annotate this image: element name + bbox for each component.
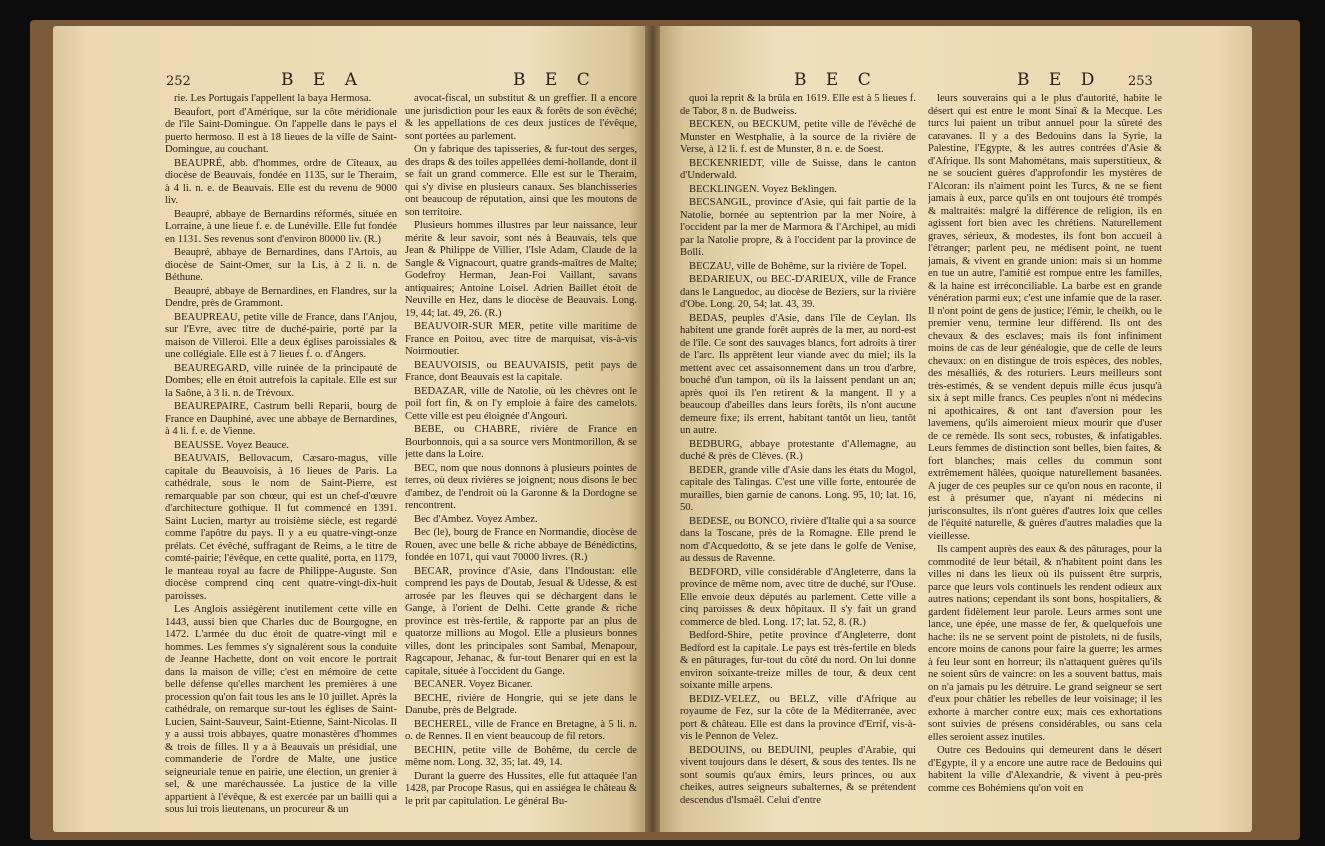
entry-paragraph: quoi la reprit & la brûla en 1619. Elle est à 5 lieues f. de Tabor, 8 n. de Budweiss. xyxy=(680,93,916,117)
entry-paragraph: BEAUPREAU, petite ville de France, dans l'Anjou, sur l'Evre, avec titre de duché-pairie, porté par la maison de Villeroi. Elle a deux églises paroissiales & une collégiale. Elle est à 7 lieues f. o. d'Angers. xyxy=(165,311,397,360)
entry-paragraph: Les Anglois assiégèrent inutilement cette ville en 1443, aussi bien que Charles duc de Bourgogne, en 1472. L'armée du duc étoit de quatre-vingt mil e hommes. Les femmes s'y signalèrent sous la conduite de Jeanne Hachette, dont on voit encore le portrait dans la maison de ville; c'est en mémoire de cette belle défense qu'elles marchent les premières à une procession qu'on fait tous les ans le 10 juillet. Après la cathédrale, on remarque sur-tout les églises de Saint-Lucien, Saint-Sauveur, Saint-Etienne, Saint-Nicolas. Il y a aussi trois abbayes, quatre monastères d'hommes & trois de filles. Il y a à Beauvais un présidial, une commanderie de l'ordre de Malte, une justice seigneuriale tenue en pairie, une élection, un grenier à sel, & une maréchaussée. La justice de la ville appartient à l'évêque, & est exercée par un bailli qui a sous lui trois lieutenans, un procureur & un xyxy=(165,604,397,814)
entry-paragraph: BEAUSSE. Voyez Beauce. xyxy=(174,439,289,451)
entry-paragraph: BEAUREPAIRE, Castrum belli Reparii, bourg de France en Dauphiné, avec une abbaye de Bernardines, à 4 li. f. e. de Vienne. xyxy=(165,401,397,437)
entry-paragraph: BEDIZ-VELEZ, ou BELZ, ville d'Afrique au royaume de Fez, sur la côte de la Méditerranée, avec port & château. Elle est dans la province d'Errif, vis-à-vis le Pennon de Velez. xyxy=(680,693,916,742)
left-running-head xyxy=(53,70,645,92)
right-header-guide-1: B E C xyxy=(794,70,878,90)
entry-paragraph: BECAR, province d'Asie, dans l'Indoustan: elle comprend les pays de Doutab, Jesual & Udesse, & est arrosée par les fleuves qui se déchargent dans le Gange, à l'orient de Delhi. Cette grande & riche province est très-fertile, & rapporte par an plus de quatorze millions au Mogol. Elle a plusieurs bonnes villes, dont les principales sont Sambal, Menapour, Ragcapour, Jehanac, & fur-tout Benarer qui en est la capitale, située à l'occident du Gange. xyxy=(405,565,637,677)
entry-paragraph: Plusieurs hommes illustres par leur naissance, leur mérite & leur savoir, sont nés à Beauvais, tels que Jean & Philippe de Villier, l'Isle Adam, Claude de la Sangle & Vignacourt, quatre grands-maîtres de Malte; Godefroy Herman, Jean-Foi Vaillant, savans antiquaires; Antoine Loisel. Adrien Baillet étoit de Neuville en Hez, dans le diocèse de Beauvais. Long. 19, 44; lat. 49, 26. (R.) xyxy=(405,220,637,319)
entry-paragraph: BEDOUINS, ou BEDUINI, peuples d'Arabie, qui vivent toujours dans le désert, & sous des tentes. Ils ne sont soumis qu'aux émirs, leurs princes, ou aux cheikes, autres seigneurs subalternes, & se prétendent descendus d'Ismaël. Celui d'entre xyxy=(680,744,916,806)
entry-paragraph: BEAUVOISIS, ou BEAUVAISIS, petit pays de France, dont Beauvais est la capitale. xyxy=(405,359,637,383)
entry-paragraph: Bec d'Ambez. Voyez Ambez. xyxy=(414,513,538,525)
entry-paragraph: BEDBURG, abbaye protestante d'Allemagne, au duché & près de Clèves. (R.) xyxy=(680,438,916,462)
page-number-right: 253 xyxy=(1128,74,1153,89)
entry-paragraph: Beaupré, abbaye de Bernardins réformés, située en Lorraine, à une lieue f. e. de Lunéville. Elle fut fondée en 1131. Ses revenus sont d'environ 80000 liv. (R.) xyxy=(165,208,397,245)
right-page-column-2 xyxy=(928,93,1162,814)
entry-paragraph: BEDAS, peuples d'Asie, dans l'île de Ceylan. Ils habitent une grande forêt auprès de la mer, au nord-est de l'île. Ce sont des sauvages blancs, fort adroits à tirer de l'arc. Ils apprêtent leur viande avec du miel; ils la mettent avec cet assaisonnement dans un trou d'arbre, bouché d'un tampon, où ils la laissent pendant un an; après quoi ils l'en retirent & la mangent. Il y a beaucoup d'abeilles dans leurs forêts, ils n'ont aucune demeure fixe; ils errent, habitant tantôt un lieu, tantôt un autre. xyxy=(680,312,916,436)
left-page-column-1 xyxy=(165,93,397,814)
entry-paragraph: BEAUVOIR-SUR MER, petite ville maritime de France en Poitou, avec titre de marquisat, vis-à-vis Noirmoutier. xyxy=(405,321,637,357)
entry-paragraph: BECSANGIL, province d'Asie, qui fait partie de la Natolie, bornée au septentrion par la mer Noire, à l'occident par la mer de Marmora & l'Archipel, au midi par la Natolie propre, & à l'occident par la province de Bolli. xyxy=(680,197,916,258)
entry-paragraph: BECKLINGEN. Voyez Beklingen. xyxy=(689,183,837,195)
right-page xyxy=(660,26,1252,832)
entry-paragraph: BECHE, rivière de Hongrie, qui se jete dans le Danube, près de Belgrade. xyxy=(405,692,637,716)
left-header-guide-2: B E C xyxy=(513,70,597,90)
entry-paragraph: BECKEN, ou BECKUM, petite ville de l'évêché de Munster en Westphalie, à la source de la rivière de Verse, à 12 li. f. est de Munster, 8 n. e. de Soest. xyxy=(680,119,916,155)
entry-paragraph: BECHEREL, ville de France en Bretagne, à 5 li. n. o. de Rennes. Il en vient beaucoup de fil retors. xyxy=(405,718,637,742)
right-page-column-1 xyxy=(680,93,916,814)
entry-paragraph: avocat-fiscal, un substitut & un greffier. Il a encore une jurisdiction pour les eaux & forêts de son évêché; & les appellations de ces deux justices de l'évêque, sont portées au parlement. xyxy=(405,93,637,142)
entry-paragraph: Bec (le), bourg de France en Normandie, diocèse de Rouen, avec une belle & riche abbaye de Bénédictins, fondée en 1071, qui vaut 70000 livres. (R.) xyxy=(405,527,637,563)
entry-paragraph: BEBE, ou CHABRE, rivière de France en Bourbonnois, qui a sa source vers Montmorillon, & se jette dans la Loire. xyxy=(405,424,637,460)
entry-paragraph: BEDFORD, ville considérable d'Angleterre, dans la province de même nom, avec titre de duché, sur l'Ouse. Elle envoie deux députés au parlement. Cette ville a cinq paroisses & deux hôpitaux. Il s'y fait un grand commerce de bled. Long. 17; lat. 52, 8. (R.) xyxy=(680,566,916,628)
open-book xyxy=(30,20,1300,840)
right-header-guide-2: B E D xyxy=(1017,70,1102,90)
entry-paragraph: BEDER, grande ville d'Asie dans les états du Mogol, capitale des Talingas. C'est une ville forte, entourée de murailles, bien garnie de canons. Long. 95, 10; lat. 16, 50. xyxy=(680,464,916,513)
entry-paragraph: BECHIN, petite ville de Bohême, du cercle de même nom. Long. 32, 35; lat. 49, 14. xyxy=(405,744,637,768)
entry-paragraph: BECANER. Voyez Bicaner. xyxy=(414,679,533,690)
entry-paragraph: BEDAZAR, ville de Natolie, où les chèvres ont le poil fort fin, & on l'y emploie à faire des camelots. Cette ville est peu éloignée d'Angouri. xyxy=(405,385,637,422)
right-running-head xyxy=(660,70,1252,92)
entry-paragraph: BEC, nom que nous donnons à plusieurs pointes de terres, où deux rivières se joignent; nous disons le bec d'ambez, de l'endroit où la Garonne & la Dordogne se rencontrent. xyxy=(405,462,637,511)
entry-paragraph: BEDARIEUX, ou BEC-D'ARIEUX, ville de France dans le Languedoc, au diocèse de Beziers, sur la rivière d'Obe. Long. 20, 54; lat. 43, 39. xyxy=(680,274,916,310)
entry-paragraph: Durant la guerre des Hussites, elle fut attaquée l'an 1428, par Procope Rasus, qui en assiégea le château & le prit par capitulation. Le général Bu- xyxy=(405,770,637,807)
page-number-left: 252 xyxy=(166,74,191,89)
left-header-guide-1: B E A xyxy=(281,70,364,90)
entry-paragraph: BEDESE, ou BONCO, rivière d'Italie qui a sa source dans la Toscane, près de la Romagne. Elle prend le nom d'Acquedotto, & se jete dans le golfe de Venise, au dessus de Ravenne. xyxy=(680,515,916,564)
entry-paragraph: BECZAU, ville de Bohême, sur la rivière de Topel. xyxy=(689,260,907,272)
entry-paragraph: rie. Les Portugais l'appellent la baya Hermosa. xyxy=(174,93,372,104)
left-page xyxy=(53,26,645,832)
entry-paragraph: Outre ces Bedouins qui demeurent dans le désert d'Egypte, il y a encore une autre race de Bedouins qui habitent la ville d'Alexandrie, & vivent à peu-près comme ces Bohémiens qu'on voit en xyxy=(928,745,1162,794)
entry-paragraph: Beaupré, abbaye de Bernardines, en Flandres, sur la Dendre, près de Grammont. xyxy=(165,285,397,309)
left-page-column-2 xyxy=(405,93,637,814)
entry-paragraph: Beaupré, abbaye de Bernardines, dans l'Artois, au diocèse de Saint-Omer, sur la Lis, à 2 li. n. de Béthune. xyxy=(165,247,397,283)
entry-paragraph: Ils campent auprès des eaux & des pâturages, pour la commodité de leur bétail, & n'habitent point dans les villes ni dans les lieux où ils puissent être surpris, parce que leurs vols continuels les rendent odieux aux autres nations; cependant ils sont bons, hospitaliers, & gardent fidèlement leur parole. Leurs armes sont une lance, une épée, une masse de fer, & quelquefois une hache: ils ne se servent point de pistolets, ni de fusils, encore moins de canons pour faire la guerre; les armes à feu leur sont en horreur; ils n'attaquent guères qu'ils ne soient sûrs de vaincre: on les a souvent battus, mais on n'a jamais pu les détruire. Le grand seigneur se sert d'eux pour châtier les rebelles de leur voisinage; il les exhorte à marcher contre eux; mais ces exhortations sont suivies de présens considérables, ou sans cela elles seroient assez inutiles. xyxy=(928,544,1162,743)
entry-paragraph: On y fabrique des tapisseries, & fur-tout des serges, des draps & des toiles appellées demi-hollande, dont il se fait un grand commerce. Elle est sur le Theraim, qui s'y divise en plusieurs canaux. Ses blanchisseries ont beaucoup de réputation, ainsi que les moutons de son territoire. xyxy=(405,144,637,218)
entry-paragraph: BEAUVAIS, Bellovacum, Cæsaro-magus, ville capitale du Beauvoisis, à 16 lieues de Paris. La cathédrale, sous le nom de Saint-Pierre, est remarquable par son chœur, qui est un chef-d'œuvre d'architecture gothique. Il fut commencé en 1391. Saint Lucien, martyr au troisième siècle, est regardé comme l'apôtre du pays. Il y a eu quatre-vingt-onze prélats. Cet évêché, suffragant de Reims, a le titre de comté-pairie; l'évêque, en cette qualité, porta, en 1179, le manteau royal au facre de Philippe-Auguste. Son diocèse comprend cinq cent quatre-vingt-dix-huit paroisses. xyxy=(165,453,397,602)
book-gutter xyxy=(645,26,660,832)
entry-paragraph: BEAUREGARD, ville ruinée de la principauté de Dombes; elle en étoit autrefois la capitale. Elle est sur la Saône, à 3 li. n. de Trévoux. xyxy=(165,362,397,399)
entry-paragraph: leurs souverains qui a le plus d'autorité, habite le désert qui est entre le mont Sinaï & la Mecque. Les turcs lui paient un tribut annuel pour la sûreté des caravanes. Il y a des Bedouins dans la Syrie, la Palestine, l'Egypte, & les autres contrées d'Asie & d'Afrique. Ils sont Mahométans, mais superstitieux, & ne se soucient guères d'approfondir les mystères de l'Alcoran: ils n'aiment point les Turcs, & ne se fient jamais à eux, parce qu'ils en ont toujours été trompés & maltraités: malgré la différence de religion, ils en agissent fort bien avec les chrétiens. Naturellement graves, sérieux, & modestes, ils font bon accueil à l'étranger; parlent peu, ne médisent point, ne tuent jamais, & vivent en grande union: mais si un homme en tue un autre, l'amitié est rompue entre les familles, & la haine est irréconciliable. La barbe est en grande vénération parmi eux; c'est une infamie que de la raser. Il n'ont point de gens de justice; l'émir, le cheikh, ou le premier venu, termine leur différend. Ils ont des chevaux & des esclaves; mais ils font infiniment moins de cas de leur généalogie, que de celle de leurs chevaux: on en distingue de trois espèces, des nobles, des mésalliés, & des roturiers. Leurs meilleurs sont très-estimés, & se vendent depuis mille écus jusqu'à six à sept mille francs. Ces peuples n'ont ni médecins ni apothicaires, & ont tant d'aversion pour les lavemens, qu'ils aimeroient mieux mourir que d'user de ce remède. Ils sont secs, robustes, & infatigables. Leurs femmes de distinction sont belles, bien faites, & fort blanches; mais celles du commun sont extrêmement hâlées, quoique naturellement basanées. A juger de ces peuples sur ce qu'on nous en raconte, il est à présumer que, n'ayant ni médecins ni jurisconsultes, ils n'ont guères d'autres loix que celles de l'équité naturelle, & guères d'autres maladies que la vieillesse. xyxy=(928,93,1162,542)
entry-paragraph: Bedford-Shire, petite province d'Angleterre, dont Bedford est la capitale. Le pays est très-fertile en bleds & en pâturages, fur-tout du côté du nord. On lui donne environ soixante-treize milles de tour, & deux cent soixante mille arpens. xyxy=(680,630,916,691)
entry-paragraph: Beaufort, port d'Amérique, sur la côte méridionale de l'île Saint-Domingue. On l'appelle dans le pays el puerto hermoso. Il est à 18 lieues de la ville de Saint-Domingue, au couchant. xyxy=(165,106,397,155)
entry-paragraph: BECKENRIEDT, ville de Suisse, dans le canton d'Underwald. xyxy=(680,157,916,181)
entry-paragraph: BEAUPRÉ, abb. d'hommes, ordre de Cîteaux, au diocèse de Beauvais, fondée en 1135, sur le Theraim, à 4 li. n. e. de Beauvais. Elle est du revenu de 9000 liv. xyxy=(165,157,397,206)
